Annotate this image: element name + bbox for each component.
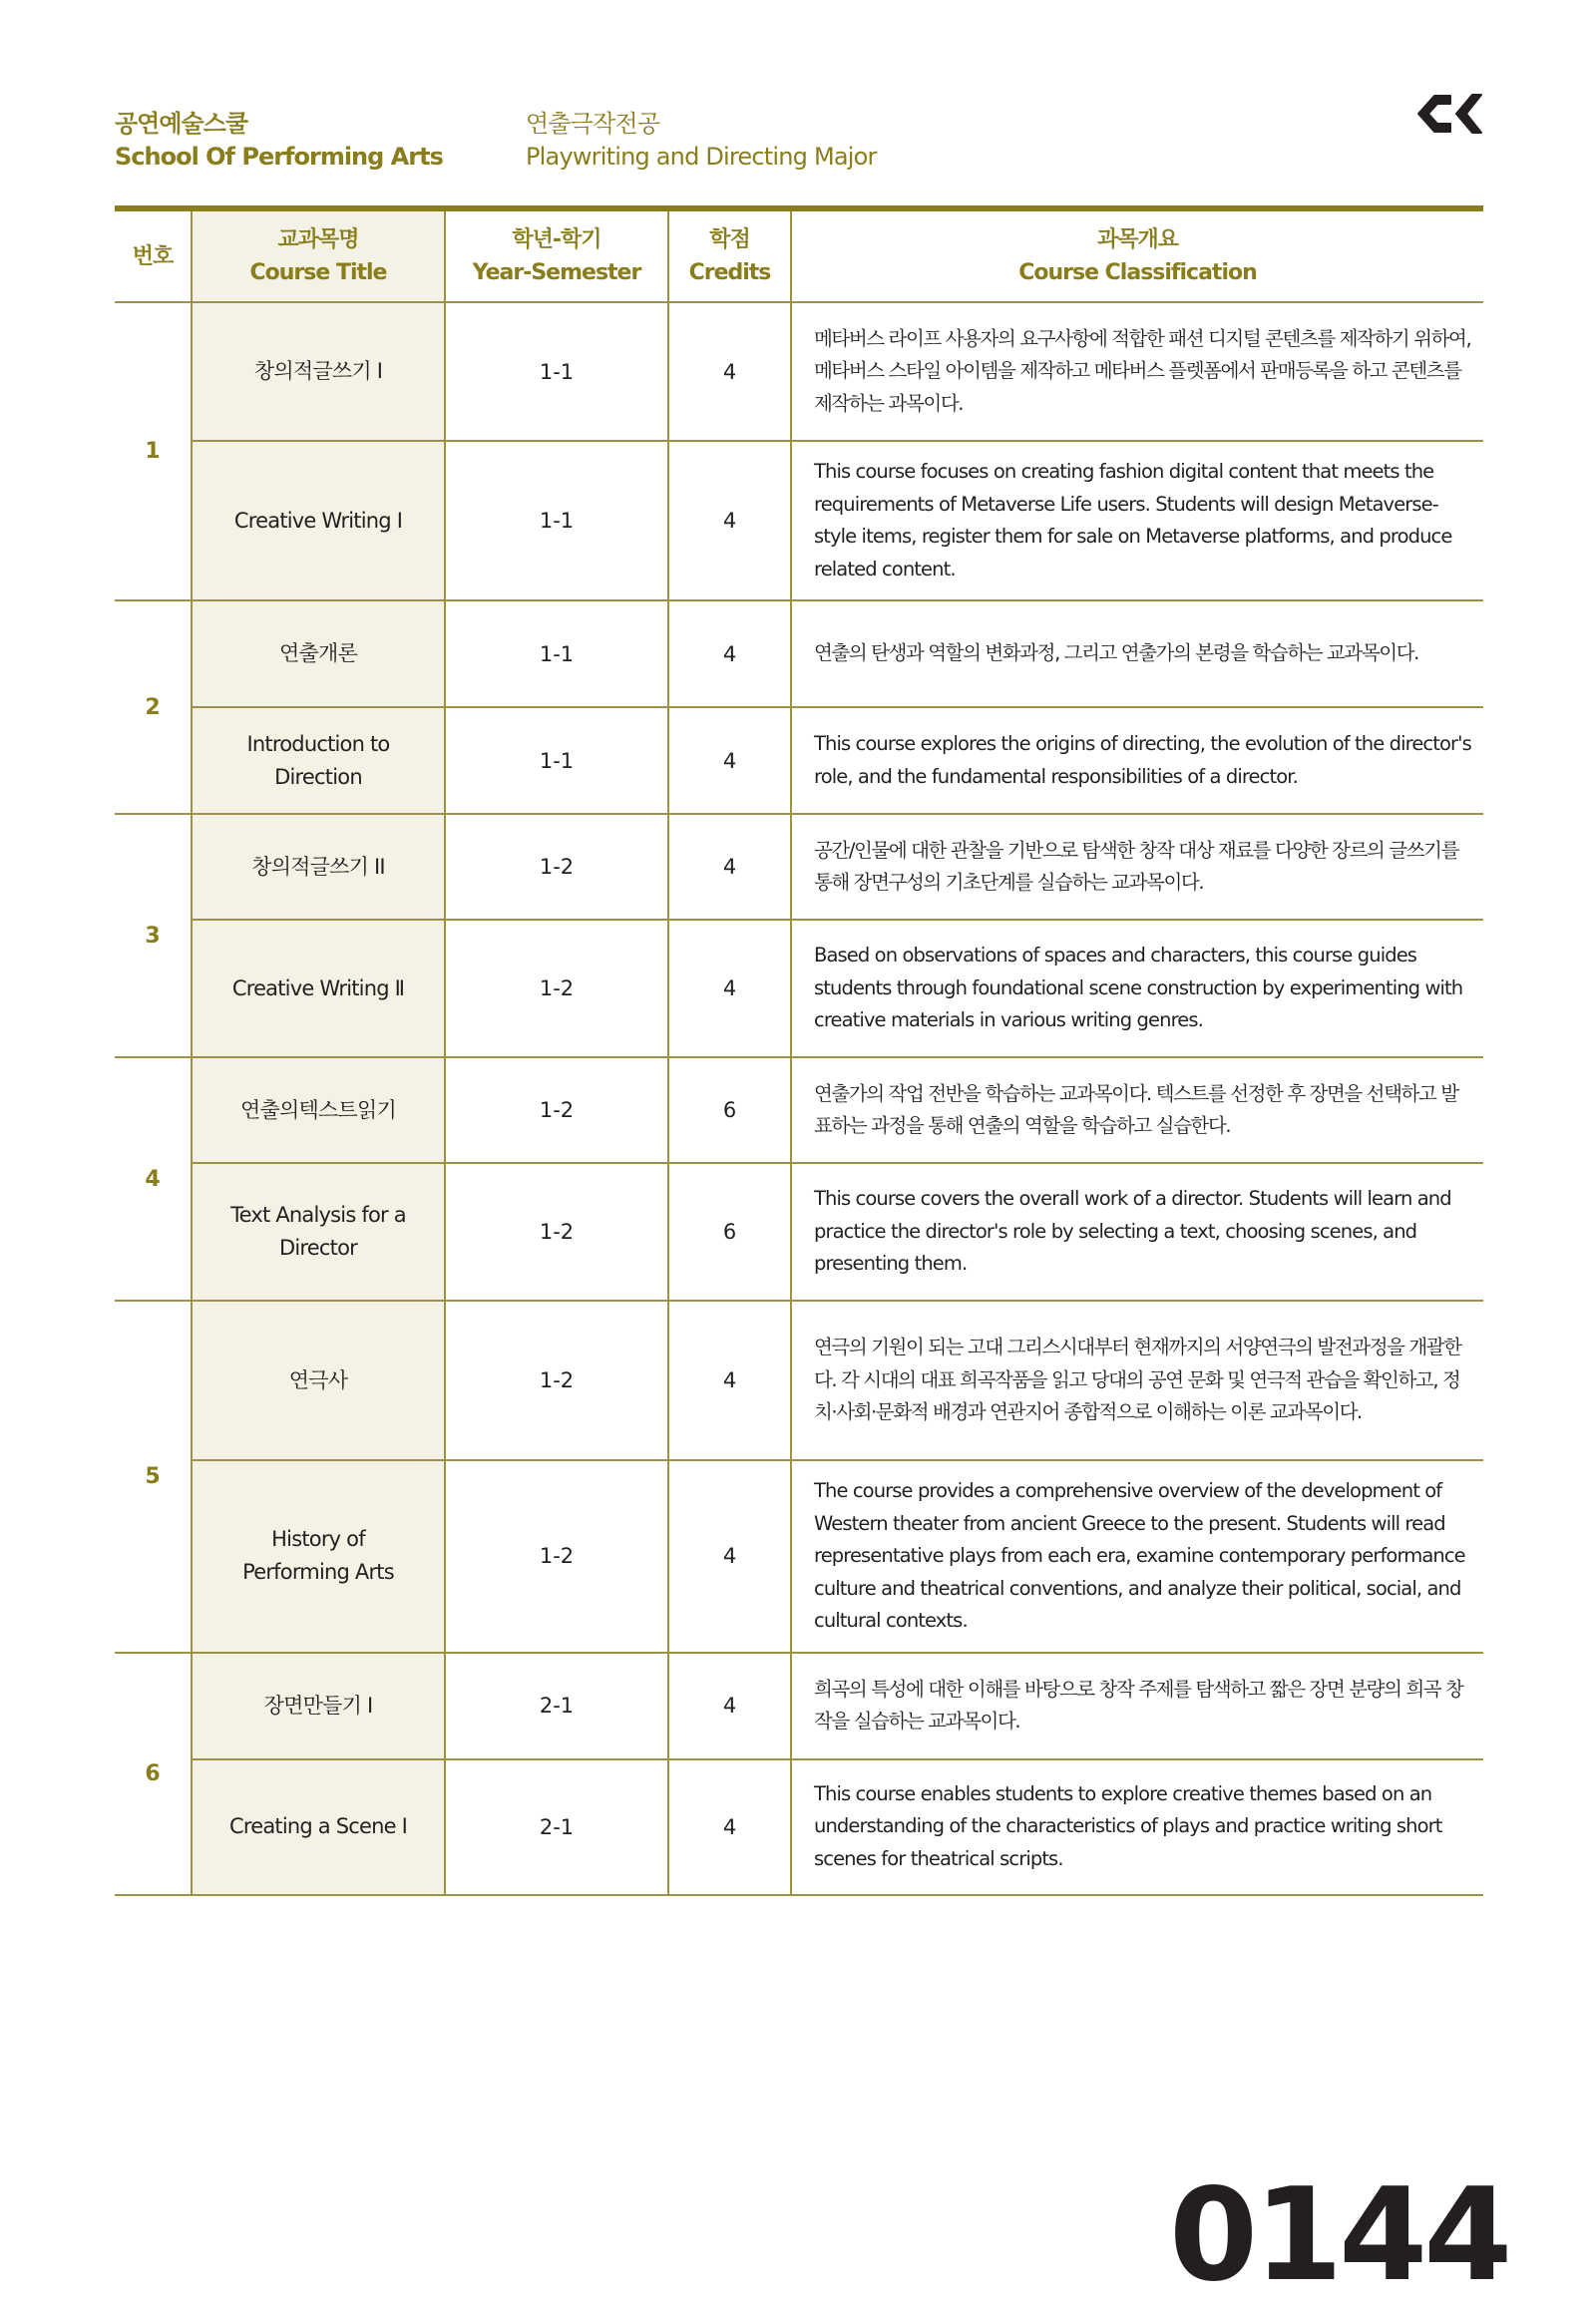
course-description-en: This course focuses on creating fashion digital content that meets the requirements of Metaverse Life users. Students will design Metaverse-style items, register them for sale on Metaverse platforms, and produce related content. <box>791 441 1483 600</box>
year-semester: 1-2 <box>445 1460 668 1653</box>
table-row <box>115 600 1483 707</box>
table-row <box>115 302 1483 441</box>
table-row <box>115 920 1483 1057</box>
course-title-en: Introduction to Direction <box>192 707 445 814</box>
year-semester: 1-1 <box>445 302 668 441</box>
credits: 4 <box>668 1653 791 1759</box>
credits: 4 <box>668 441 791 600</box>
table-header-row <box>115 208 1483 302</box>
course-number: 6 <box>115 1653 192 1895</box>
credits: 4 <box>668 814 791 920</box>
course-title-ko: 창의적글쓰기 I <box>192 302 445 441</box>
table-row <box>115 707 1483 814</box>
course-title-ko: 연출의텍스트읽기 <box>192 1057 445 1163</box>
header-course-title: 교과목명 Course Title <box>192 208 445 302</box>
course-description-ko: 연극의 기원이 되는 고대 그리스시대부터 현재까지의 서양연극의 발전과정을 개괄한다. 각 시대의 대표 희곡작품을 읽고 당대의 공연 문화 및 연극적 관습을 확인하고, 정치·사회·문화적 배경과 연관지어 종합적으로 이해하는 이론 교과목이다. <box>791 1301 1483 1460</box>
course-title-ko: 장면만들기 I <box>192 1653 445 1759</box>
course-number: 3 <box>115 814 192 1057</box>
table-row <box>115 441 1483 600</box>
course-table <box>115 205 1483 1896</box>
credits: 4 <box>668 1759 791 1895</box>
course-description-ko: 공간/인물에 대한 관찰을 기반으로 탐색한 창작 대상 재료를 다양한 장르의 글쓰기를 통해 장면구성의 기초단계를 실습하는 교과목이다. <box>791 814 1483 920</box>
course-title-ko: 연극사 <box>192 1301 445 1460</box>
course-description-en: This course enables students to explore creative themes based on an understanding of the characteristics of plays and practice writing short scenes for theatrical scripts. <box>791 1759 1483 1895</box>
major-heading <box>526 108 877 174</box>
year-semester: 1-2 <box>445 920 668 1057</box>
major-name-ko: 연출극작전공 <box>526 110 660 138</box>
table-row <box>115 1759 1483 1895</box>
header-course-classification: 과목개요 Course Classification <box>791 208 1483 302</box>
credits: 4 <box>668 302 791 441</box>
credits: 4 <box>668 707 791 814</box>
credits: 4 <box>668 600 791 707</box>
credits: 4 <box>668 1301 791 1460</box>
table-row <box>115 1057 1483 1163</box>
table-row <box>115 1460 1483 1653</box>
header-credits: 학점 Credits <box>668 208 791 302</box>
year-semester: 1-2 <box>445 1163 668 1301</box>
school-name-ko: 공연예술스쿨 <box>115 110 248 138</box>
course-title-en: History of Performing Arts <box>192 1460 445 1653</box>
year-semester: 1-1 <box>445 600 668 707</box>
course-description-en: Based on observations of spaces and characters, this course guides students through foundational scene construction by experimenting with creative materials in various writing genres. <box>791 920 1483 1057</box>
course-description-ko: 메타버스 라이프 사용자의 요구사항에 적합한 패션 디지털 콘텐츠를 제작하기 위하여, 메타버스 스타일 아이템을 제작하고 메타버스 플렛폼에서 판매등록을 하고 콘텐츠를 제작하는 과목이다. <box>791 302 1483 441</box>
ck-logo-icon <box>1406 90 1484 138</box>
course-number: 5 <box>115 1301 192 1653</box>
credits: 6 <box>668 1057 791 1163</box>
course-description-ko: 연출가의 작업 전반을 학습하는 교과목이다. 텍스트를 선정한 후 장면을 선택하고 발표하는 과정을 통해 연출의 역할을 학습하고 실습한다. <box>791 1057 1483 1163</box>
course-number: 1 <box>115 302 192 600</box>
course-title-en: Creative Writing Ⅱ <box>192 920 445 1057</box>
year-semester: 1-1 <box>445 707 668 814</box>
course-description-ko: 희곡의 특성에 대한 이해를 바탕으로 창작 주제를 탐색하고 짧은 장면 분량의 희곡 창작을 실습하는 교과목이다. <box>791 1653 1483 1759</box>
year-semester: 2-1 <box>445 1653 668 1759</box>
course-description-en: The course provides a comprehensive overview of the development of Western theater from ancient Greece to the present. Students will read representative plays from each era, examine contemporary performance culture and theatrical conventions, and analyze their political, social, and cultural contexts. <box>791 1460 1483 1653</box>
header-number: 번호 <box>115 208 192 302</box>
course-title-en: Creating a Scene Ⅰ <box>192 1759 445 1895</box>
course-title-en: Creative Writing Ⅰ <box>192 441 445 600</box>
year-semester: 1-2 <box>445 1301 668 1460</box>
header-year-semester: 학년-학기 Year-Semester <box>445 208 668 302</box>
year-semester: 1-1 <box>445 441 668 600</box>
course-description-en: This course covers the overall work of a director. Students will learn and practice the director's role by selecting a text, choosing scenes, and presenting them. <box>791 1163 1483 1301</box>
course-title-ko: 연출개론 <box>192 600 445 707</box>
course-description-ko: 연출의 탄생과 역할의 변화과정, 그리고 연출가의 본령을 학습하는 교과목이다. <box>791 600 1483 707</box>
school-name-en: School Of Performing Arts <box>115 143 443 171</box>
course-title-ko: 창의적글쓰기 II <box>192 814 445 920</box>
credits: 4 <box>668 1460 791 1653</box>
credits: 4 <box>668 920 791 1057</box>
table-row <box>115 1163 1483 1301</box>
course-description-en: This course explores the origins of directing, the evolution of the director's role, and the fundamental responsibilities of a director. <box>791 707 1483 814</box>
year-semester: 1-2 <box>445 1057 668 1163</box>
table-row <box>115 814 1483 920</box>
course-title-en: Text Analysis for a Director <box>192 1163 445 1301</box>
year-semester: 2-1 <box>445 1759 668 1895</box>
page-number: 0144 <box>1169 2161 1509 2310</box>
major-name-en: Playwriting and Directing Major <box>526 143 877 171</box>
table-row <box>115 1653 1483 1759</box>
year-semester: 1-2 <box>445 814 668 920</box>
credits: 6 <box>668 1163 791 1301</box>
table-row <box>115 1301 1483 1460</box>
course-number: 4 <box>115 1057 192 1301</box>
course-number: 2 <box>115 600 192 814</box>
school-heading <box>115 108 443 174</box>
